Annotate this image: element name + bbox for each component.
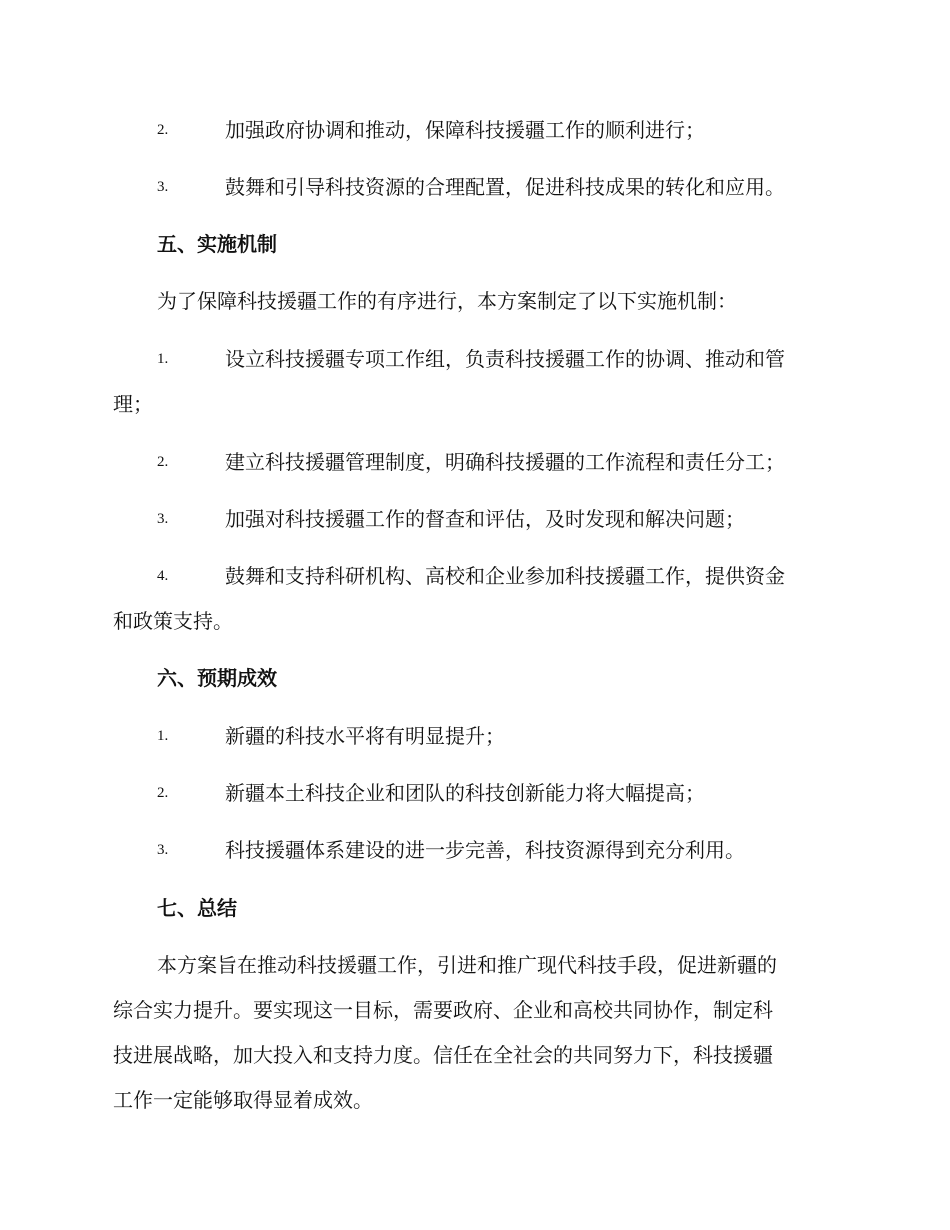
paragraph-line: 综合实力提升。要实现这一目标，需要政府、企业和高校共同协作，制定科 (113, 998, 773, 1022)
section-heading: 七、总结 (157, 896, 237, 920)
list-item-text: 鼓舞和支持科研机构、高校和企业参加科技援疆工作，提供资金 (225, 564, 785, 588)
list-number: 2. (157, 454, 169, 470)
list-item-text: 加强对科技援疆工作的督查和评估，及时发现和解决问题； (225, 507, 745, 531)
list-number: 1. (157, 728, 169, 744)
list-item-text: 加强政府协调和推动，保障科技援疆工作的顺利进行； (225, 118, 705, 142)
list-item-text: 科技援疆体系建设的进一步完善，科技资源得到充分利用。 (225, 838, 745, 862)
list-number: 3. (157, 179, 169, 195)
list-item-text: 建立科技援疆管理制度，明确科技援疆的工作流程和责任分工； (225, 450, 785, 474)
paragraph-line: 本方案旨在推动科技援疆工作，引进和推广现代科技手段，促进新疆的 (157, 953, 777, 977)
paragraph-line: 工作一定能够取得显着成效。 (113, 1088, 373, 1112)
section-heading: 五、实施机制 (157, 232, 277, 256)
list-number: 4. (157, 568, 169, 584)
list-item-text: 新疆本土科技企业和团队的科技创新能力将大幅提高； (225, 781, 705, 805)
list-item-text: 新疆的科技水平将有明显提升； (225, 724, 505, 748)
list-item-text: 鼓舞和引导科技资源的合理配置，促进科技成果的转化和应用。 (225, 175, 785, 199)
section-heading: 六、预期成效 (157, 666, 277, 690)
list-number: 1. (157, 351, 169, 367)
list-item-continuation: 和政策支持。 (113, 609, 233, 633)
paragraph-line: 技进展战略，加大投入和支持力度。信任在全社会的共同努力下，科技援疆 (113, 1043, 773, 1067)
list-number: 3. (157, 511, 169, 527)
list-number: 2. (157, 785, 169, 801)
list-number: 2. (157, 122, 169, 138)
paragraph: 为了保障科技援疆工作的有序进行，本方案制定了以下实施机制： (157, 289, 737, 313)
list-number: 3. (157, 842, 169, 858)
list-item-text: 设立科技援疆专项工作组，负责科技援疆工作的协调、推动和管 (225, 347, 785, 371)
list-item-continuation: 理； (113, 392, 153, 416)
